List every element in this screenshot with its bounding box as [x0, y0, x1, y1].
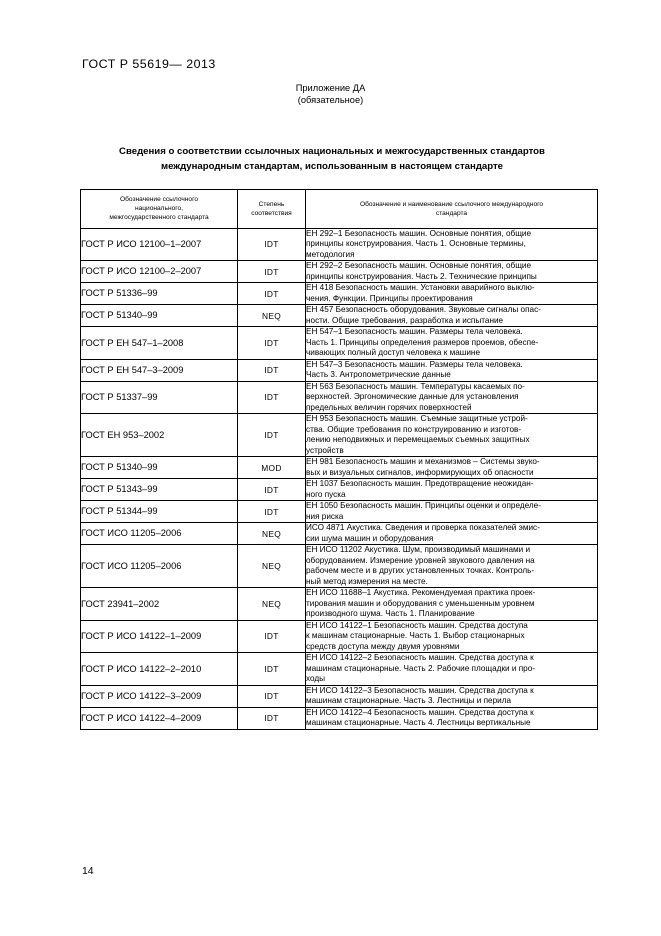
- column-header-designation-line-2: национального,: [134, 205, 184, 213]
- column-header-international-line-2: стандарта: [435, 209, 468, 217]
- appendix-label: Приложение ДА: [295, 83, 366, 93]
- cell-international-line: ЕН 1050 Безопасность машин. Принципы оценки и определе-: [306, 501, 541, 511]
- cell-international-line: ЕН 1037 Безопасность машин. Предотвращение неожидан-: [306, 479, 534, 489]
- cell-international-line: ЕН ИСО 14122–3 Безопасность машин. Средства доступа к: [306, 685, 534, 695]
- cell-degree: IDT: [238, 327, 306, 360]
- cell-international-line: ходы: [306, 674, 326, 684]
- cell-international: [306, 588, 598, 621]
- column-header-international-line-1: Обозначение и наименование ссылочного международного: [359, 200, 544, 208]
- cell-international: [306, 523, 598, 545]
- cell-degree: NEQ: [238, 545, 306, 588]
- cell-international-line: ИСО 4871 Акустика. Сведения и проверка показателей эмис-: [306, 523, 540, 533]
- table-row: [81, 457, 598, 479]
- cell-international: [306, 545, 598, 588]
- cell-international: [306, 685, 598, 707]
- cell-designation: ГОСТ ИСО 11205–2006: [81, 545, 238, 588]
- standards-correspondence-table: [80, 189, 598, 730]
- cell-designation: ГОСТ Р ИСО 12100–1–2007: [81, 228, 238, 261]
- table-row: [81, 501, 598, 523]
- table-row: [81, 359, 598, 381]
- table-row: [81, 283, 598, 305]
- cell-international-line: ЕН ИСО 11202 Акустика. Шум, производимый машинами и: [306, 545, 531, 555]
- table-row: [81, 523, 598, 545]
- cell-international: [306, 283, 598, 305]
- column-header-international: [306, 190, 598, 229]
- cell-degree: NEQ: [238, 305, 306, 327]
- table-row: [81, 685, 598, 707]
- cell-international-line: принципы конструирования. Часть 2. Технические принципы: [306, 271, 537, 281]
- cell-international-line: принципы конструирования. Часть 1. Основные термины,: [306, 239, 526, 249]
- cell-designation: ГОСТ Р ИСО 14122–3–2009: [81, 685, 238, 707]
- cell-designation: ГОСТ Р 51336–99: [81, 283, 238, 305]
- cell-international-line: чения. Функции. Принципы проектирования: [306, 293, 473, 303]
- cell-international-line: ЕН ИСО 14122–2 Безопасность машин. Средства доступа к: [306, 653, 534, 663]
- cell-degree: NEQ: [238, 523, 306, 545]
- cell-international-line: машинам стационарные. Часть 4. Лестницы вертикальные: [306, 718, 531, 728]
- cell-degree: IDT: [238, 707, 306, 729]
- table-row: [81, 588, 598, 621]
- table-row: [81, 381, 598, 414]
- cell-international: [306, 381, 598, 414]
- table-row: [81, 228, 598, 261]
- column-header-designation-line-3: межгосударственного стандарта: [109, 214, 209, 222]
- cell-degree: IDT: [238, 381, 306, 414]
- cell-international: [306, 228, 598, 261]
- column-header-designation: [81, 190, 238, 229]
- cell-international: [306, 653, 598, 686]
- cell-international-line: Часть 1. Принципы определения размеров проемов, обеспе-: [306, 337, 539, 347]
- cell-designation: ГОСТ Р ИСО 12100–2–2007: [81, 261, 238, 283]
- appendix-heading: [0, 82, 661, 106]
- cell-international-line: чивающих полный доступ человека к машине: [306, 348, 481, 358]
- cell-international-line: тирования машин и оборудования с уменьшенным уровнем: [306, 598, 535, 608]
- cell-designation: ГОСТ Р ИСО 14122–2–2010: [81, 653, 238, 686]
- cell-international: [306, 479, 598, 501]
- cell-degree: NEQ: [238, 588, 306, 621]
- cell-international: [306, 359, 598, 381]
- table-row: [81, 414, 598, 457]
- cell-international-line: устройств: [306, 445, 344, 455]
- cell-international-line: ЕН ИСО 11688–1 Акустика. Рекомендуемая практика проек-: [306, 588, 536, 598]
- cell-designation: ГОСТ Р ЕН 547–3–2009: [81, 359, 238, 381]
- cell-international-line: ЕН 418 Безопасность машин. Установки аварийного выклю-: [306, 283, 535, 293]
- cell-degree: IDT: [238, 359, 306, 381]
- page-title: [72, 145, 592, 174]
- cell-degree: IDT: [238, 653, 306, 686]
- cell-international-line: ЕН ИСО 14122–1 Безопасность машин. Средства доступа: [306, 620, 528, 630]
- cell-international: [306, 305, 598, 327]
- cell-international: [306, 457, 598, 479]
- cell-international-line: оборудованием. Измерение уровней звукового давления на: [306, 555, 535, 565]
- cell-international: [306, 620, 598, 653]
- cell-designation: ГОСТ ЕН 953–2002: [81, 414, 238, 457]
- cell-international-line: рабочем месте и в других установленных точках. Контроль-: [306, 566, 535, 576]
- cell-international-line: ЕН 457 Безопасность оборудования. Звуковые сигналы опас-: [306, 305, 541, 315]
- column-header-degree-line-2: соответствия: [251, 209, 292, 217]
- table-body: [81, 228, 598, 729]
- cell-international-line: сии шума машин и оборудования: [306, 533, 434, 543]
- cell-degree: IDT: [238, 228, 306, 261]
- cell-designation: ГОСТ Р 51340–99: [81, 305, 238, 327]
- cell-designation: ГОСТ Р 51337–99: [81, 381, 238, 414]
- appendix-status: (обязательное): [297, 95, 364, 106]
- cell-international-line: ства. Общие требования по конструированию и изготов-: [306, 424, 522, 434]
- column-header-degree-line-1: Степень: [258, 200, 285, 208]
- cell-degree: IDT: [238, 479, 306, 501]
- document-number: ГОСТ Р 55619— 2013: [82, 57, 216, 71]
- cell-designation: ГОСТ Р ИСО 14122–4–2009: [81, 707, 238, 729]
- cell-international: [306, 327, 598, 360]
- table-row: [81, 261, 598, 283]
- page-title-line-1: Сведения о соответствии ссылочных национальных и межгосударственных стандартов: [119, 146, 545, 157]
- cell-international-line: ЕН 563 Безопасность машин. Температуры касаемых по-: [306, 381, 525, 391]
- cell-international-line: ного пуска: [306, 489, 346, 499]
- page-number: 14: [82, 866, 94, 877]
- cell-international-line: вых и визуальных сигналов, информирующих об опасности: [306, 467, 534, 477]
- table-row: [81, 327, 598, 360]
- cell-international: [306, 261, 598, 283]
- cell-degree: IDT: [238, 620, 306, 653]
- table-row: [81, 653, 598, 686]
- cell-degree: MOD: [238, 457, 306, 479]
- cell-designation: ГОСТ Р 51344–99: [81, 501, 238, 523]
- column-header-designation-line-1: Обозначение ссылочного: [119, 196, 199, 203]
- cell-international: [306, 501, 598, 523]
- cell-degree: IDT: [238, 414, 306, 457]
- cell-designation: ГОСТ Р ИСО 14122–1–2009: [81, 620, 238, 653]
- cell-international-line: машинам стационарные. Часть 2. Рабочие площадки и про-: [306, 663, 536, 673]
- cell-degree: IDT: [238, 501, 306, 523]
- cell-designation: ГОСТ Р ЕН 547–1–2008: [81, 327, 238, 360]
- table-row: [81, 707, 598, 729]
- page-title-line-2: международным стандартам, использованным в настоящем стандарте: [160, 160, 504, 172]
- cell-degree: IDT: [238, 283, 306, 305]
- table-row: [81, 305, 598, 327]
- cell-international-line: Часть 3. Антропометрические данные: [306, 370, 451, 380]
- cell-international-line: ния риска: [306, 511, 344, 521]
- cell-international-line: ЕН 981 Безопасность машин и механизмов – Системы звуко-: [306, 457, 540, 467]
- cell-international-line: ЕН 547–3 Безопасность машин. Размеры тела человека.: [306, 359, 523, 369]
- cell-degree: IDT: [238, 685, 306, 707]
- cell-international-line: ЕН 292–2 Безопасность машин. Основные понятия, общие: [306, 261, 532, 271]
- cell-international-line: к машинам стационарные. Часть 1. Выбор стационарных: [306, 631, 525, 641]
- cell-international-line: ЕН 292–1 Безопасность машин. Основные понятия, общие: [306, 228, 532, 238]
- cell-degree: IDT: [238, 261, 306, 283]
- cell-designation: ГОСТ 23941–2002: [81, 588, 238, 621]
- cell-designation: ГОСТ Р 51340–99: [81, 457, 238, 479]
- cell-international-line: верхностей. Эргономические данные для установления: [306, 392, 519, 402]
- cell-international-line: предельных величин горячих поверхностей: [306, 402, 472, 412]
- cell-international-line: ЕН ИСО 14122–4 Безопасность машин. Средства доступа к: [306, 707, 534, 717]
- table-row: [81, 479, 598, 501]
- cell-international: [306, 414, 598, 457]
- cell-international-line: ности. Общие требования, разработка и испытание: [306, 315, 504, 325]
- cell-international-line: машинам стационарные. Часть 3. Лестницы и перила: [306, 696, 512, 706]
- cell-international-line: средств доступа между двумя уровнями: [306, 641, 460, 651]
- table-row: [81, 545, 598, 588]
- table-row: [81, 620, 598, 653]
- cell-designation: ГОСТ Р 51343–99: [81, 479, 238, 501]
- cell-international-line: ЕН 953 Безопасность машин. Съемные защитные устрой-: [306, 414, 528, 424]
- cell-international-line: ный метод измерения на месте.: [306, 576, 428, 586]
- cell-international-line: лению неподвижных и перемещаемых съемных защитных: [306, 435, 530, 445]
- column-header-degree: [238, 190, 306, 229]
- cell-designation: ГОСТ ИСО 11205–2006: [81, 523, 238, 545]
- cell-international: [306, 707, 598, 729]
- table-header-row: [81, 190, 598, 229]
- cell-international-line: методология: [306, 249, 355, 259]
- cell-international-line: ЕН 547–1 Безопасность машин. Размеры тела человека.: [306, 327, 523, 337]
- cell-international-line: производного шума. Часть 1. Планирование: [306, 609, 475, 619]
